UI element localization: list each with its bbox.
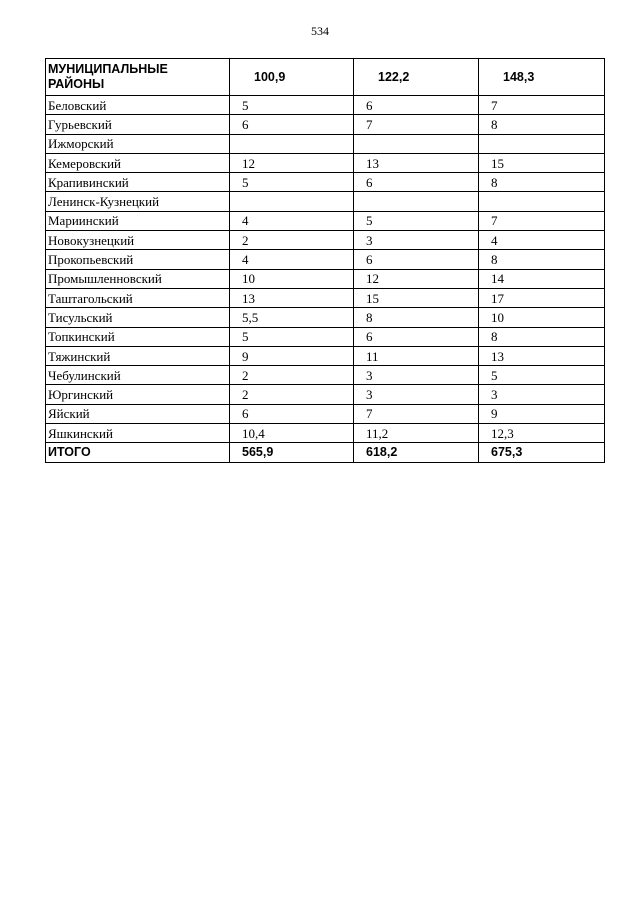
table-row	[46, 192, 605, 211]
value-cell: 11	[354, 346, 479, 365]
table-row	[46, 308, 605, 327]
district-name-cell: Тисульский	[46, 308, 230, 327]
district-name-cell: Ижморский	[46, 134, 230, 153]
value-cell: 7	[354, 115, 479, 134]
value-cell	[479, 134, 605, 153]
table-row	[46, 404, 605, 423]
value-cell	[230, 134, 354, 153]
table-row	[46, 385, 605, 404]
data-table	[45, 58, 605, 463]
table-body	[46, 96, 605, 463]
column-header: 122,2	[354, 59, 479, 96]
value-cell: 13	[230, 288, 354, 307]
value-cell	[230, 192, 354, 211]
value-cell: 6	[230, 404, 354, 423]
table-row	[46, 346, 605, 365]
value-cell: 12	[354, 269, 479, 288]
value-cell: 10	[230, 269, 354, 288]
value-cell: 6	[230, 115, 354, 134]
table-row	[46, 231, 605, 250]
value-cell: 7	[479, 211, 605, 230]
value-cell: 5,5	[230, 308, 354, 327]
value-cell: 3	[354, 366, 479, 385]
value-cell: 8	[354, 308, 479, 327]
district-name-cell: Тяжинский	[46, 346, 230, 365]
value-cell	[354, 192, 479, 211]
value-cell: 5	[354, 211, 479, 230]
value-cell: 8	[479, 327, 605, 346]
value-cell: 11,2	[354, 424, 479, 443]
value-cell: 6	[354, 173, 479, 192]
value-cell	[354, 134, 479, 153]
value-cell: 3	[479, 385, 605, 404]
value-cell: 6	[354, 327, 479, 346]
district-name-cell: Мариинский	[46, 211, 230, 230]
value-cell: 7	[479, 96, 605, 115]
table-row	[46, 288, 605, 307]
district-name-cell: Крапивинский	[46, 173, 230, 192]
value-cell: 8	[479, 250, 605, 269]
page-number: 534	[311, 24, 329, 38]
table-row	[46, 366, 605, 385]
value-cell: 12,3	[479, 424, 605, 443]
value-cell: 15	[354, 288, 479, 307]
value-cell: 12	[230, 153, 354, 172]
district-name-cell: Чебулинский	[46, 366, 230, 385]
table-row	[46, 424, 605, 443]
table-row	[46, 153, 605, 172]
district-name-cell: Промышленновский	[46, 269, 230, 288]
value-cell: 7	[354, 404, 479, 423]
district-name-cell: Беловский	[46, 96, 230, 115]
table-row	[46, 134, 605, 153]
district-name-cell: Яйский	[46, 404, 230, 423]
total-row	[46, 443, 605, 462]
district-name-cell: Прокопьевский	[46, 250, 230, 269]
value-cell: 2	[230, 366, 354, 385]
value-cell: 5	[230, 173, 354, 192]
district-name-cell: Ленинск-Кузнецкий	[46, 192, 230, 211]
value-cell: 4	[479, 231, 605, 250]
value-cell: 9	[230, 346, 354, 365]
table-row	[46, 96, 605, 115]
value-cell: 2	[230, 385, 354, 404]
total-label-cell: ИТОГО	[46, 443, 230, 462]
value-cell: 13	[479, 346, 605, 365]
total-value-cell: 565,9	[230, 443, 354, 462]
value-cell: 9	[479, 404, 605, 423]
column-header: МУНИЦИПАЛЬНЫЕ РАЙОНЫ	[46, 59, 230, 96]
table-row	[46, 250, 605, 269]
district-name-cell: Таштагольский	[46, 288, 230, 307]
total-value-cell: 618,2	[354, 443, 479, 462]
value-cell: 14	[479, 269, 605, 288]
value-cell: 6	[354, 250, 479, 269]
value-cell: 10	[479, 308, 605, 327]
value-cell: 10,4	[230, 424, 354, 443]
value-cell: 8	[479, 173, 605, 192]
table-row	[46, 211, 605, 230]
table-row	[46, 115, 605, 134]
column-header: 148,3	[479, 59, 605, 96]
district-name-cell: Юргинский	[46, 385, 230, 404]
district-name-cell: Кемеровский	[46, 153, 230, 172]
value-cell: 13	[354, 153, 479, 172]
value-cell: 5	[230, 327, 354, 346]
value-cell: 4	[230, 211, 354, 230]
value-cell: 2	[230, 231, 354, 250]
table-row	[46, 173, 605, 192]
value-cell: 6	[354, 96, 479, 115]
value-cell	[479, 192, 605, 211]
district-name-cell: Гурьевский	[46, 115, 230, 134]
value-cell: 8	[479, 115, 605, 134]
district-name-cell: Топкинский	[46, 327, 230, 346]
column-header: 100,9	[230, 59, 354, 96]
value-cell: 3	[354, 385, 479, 404]
total-value-cell: 675,3	[479, 443, 605, 462]
table-row	[46, 269, 605, 288]
value-cell: 3	[354, 231, 479, 250]
value-cell: 4	[230, 250, 354, 269]
district-name-cell: Новокузнецкий	[46, 231, 230, 250]
table-header-row	[46, 59, 605, 96]
value-cell: 17	[479, 288, 605, 307]
value-cell: 15	[479, 153, 605, 172]
value-cell: 5	[230, 96, 354, 115]
value-cell: 5	[479, 366, 605, 385]
table-row	[46, 327, 605, 346]
district-name-cell: Яшкинский	[46, 424, 230, 443]
